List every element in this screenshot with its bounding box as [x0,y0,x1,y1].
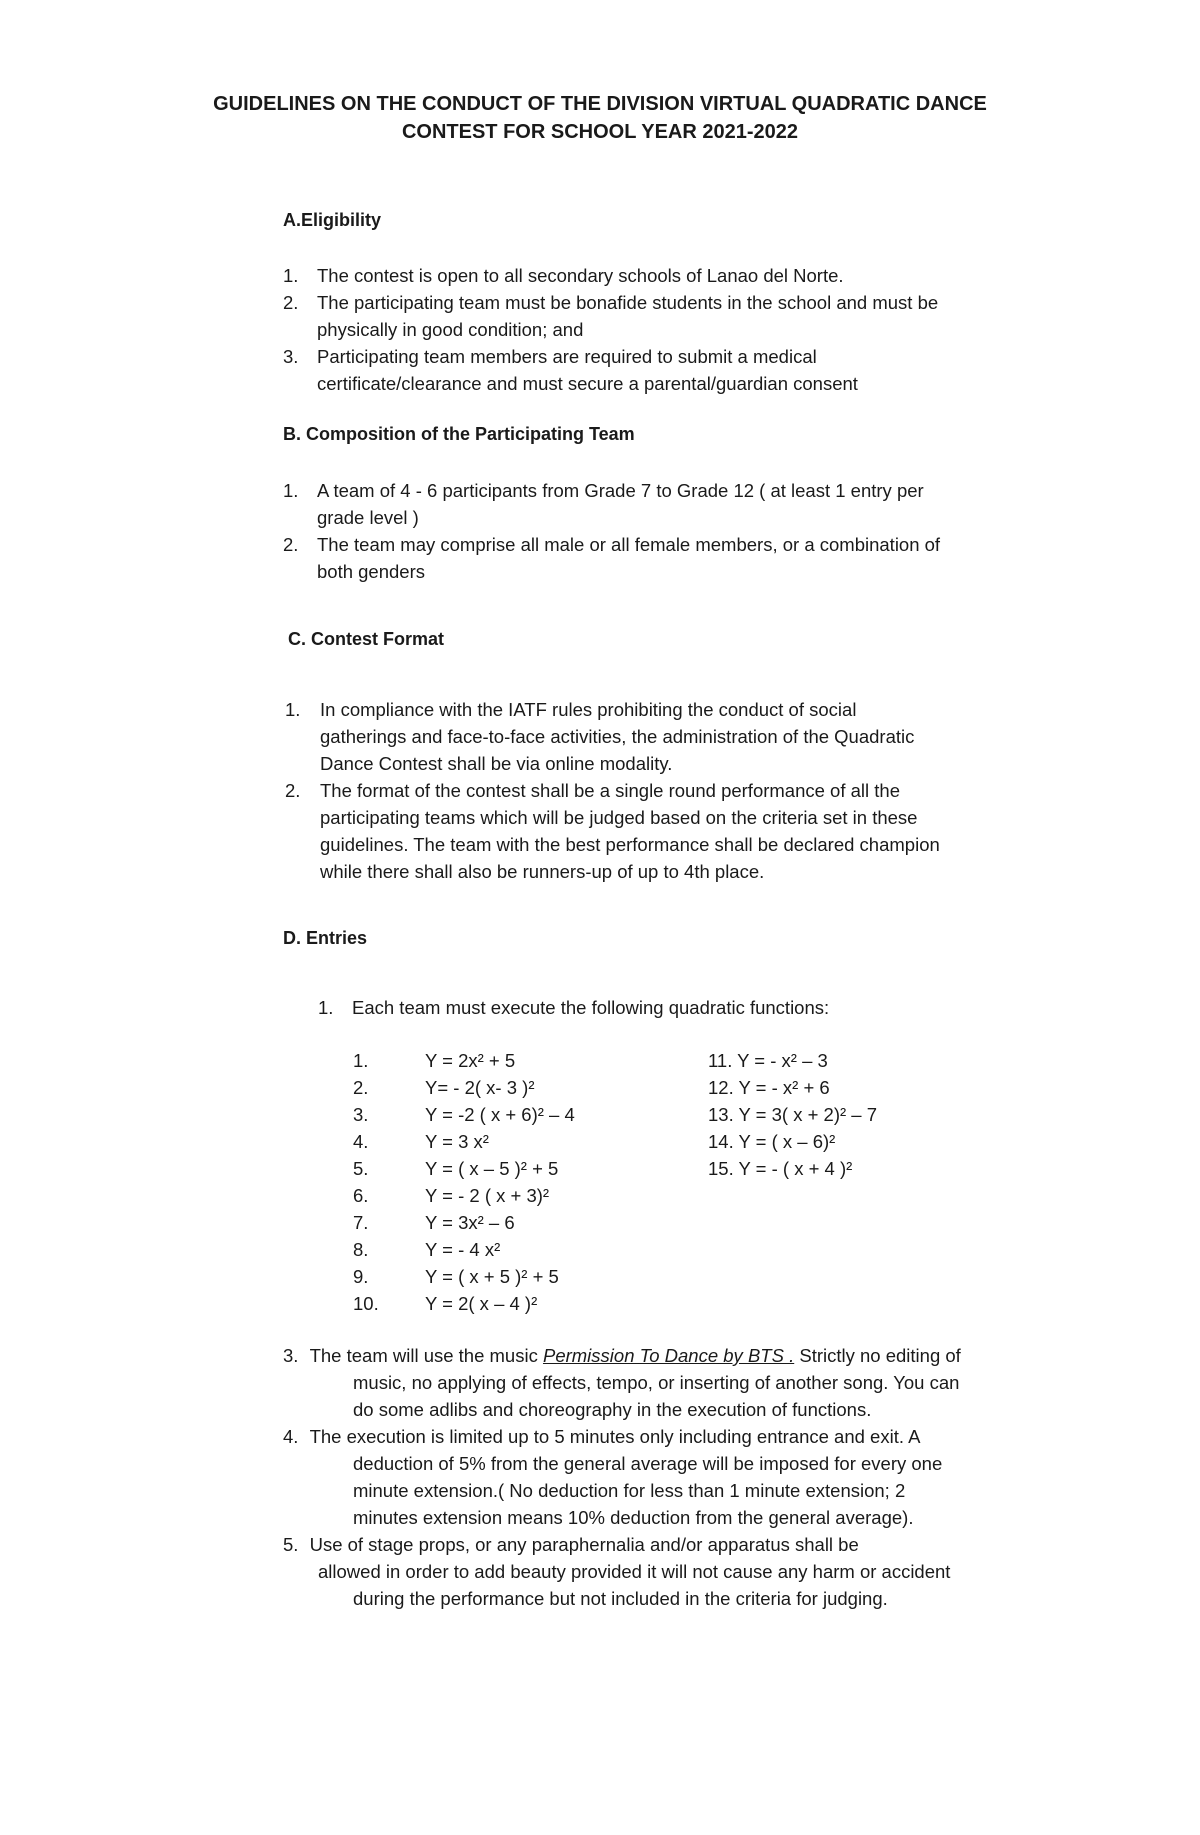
item-text: minutes extension means 10% deduction from the general average). [353,1507,914,1528]
item-text: guidelines. The team with the best performance shall be declared champion [320,834,940,855]
item-text: The contest is open to all secondary schools of Lanao del Norte. [317,265,844,286]
item-text: Dance Contest shall be via online modality. [320,753,673,774]
item-number: 3. [283,346,299,367]
section-b-heading: B. Composition of the Participating Team [283,424,635,444]
item-text: A team of 4 - 6 participants from Grade 7 to Grade 12 ( at least 1 entry per [317,480,924,501]
function-14: 14. Y = ( x – 6)² [708,1131,836,1152]
item-text: deduction of 5% from the general average will be imposed for every one [353,1453,943,1474]
item-text: while there shall also be runners-up of up to 4th place. [320,861,765,882]
item-text: Strictly no editing of [794,1345,961,1366]
item-text: The team will use the music [309,1345,543,1366]
item-text: allowed in order to add beauty provided it will not cause any harm or accident [318,1561,951,1582]
section-d-item-5 [283,1531,859,1558]
item-text: participating teams which will be judged based on the criteria set in these [320,807,918,828]
item-text: music, no applying of effects, tempo, or inserting of another song. You can [353,1372,960,1393]
item-number: 1. [283,265,299,286]
item-text: The execution is limited up to 5 minutes only including entrance and exit. A [309,1426,921,1447]
item-text: Each team must execute the following quadratic functions: [352,997,830,1018]
item-number: 1. [318,997,334,1018]
title-line-1: GUIDELINES ON THE CONDUCT OF THE DIVISION VIRTUAL QUADRATIC DANCE [213,93,987,115]
function-11: 11. Y = - x² – 3 [708,1050,828,1071]
item-text: minute extension.( No deduction for less than 1 minute extension; 2 [353,1480,906,1501]
section-d-item-4 [283,1423,920,1450]
item-number: 3. [283,1345,299,1366]
item-number: 2. [283,534,299,555]
item-number: 1. [285,699,301,720]
item-text: both genders [317,561,426,582]
item-text: Use of stage props, or any paraphernalia and/or apparatus shall be [309,1534,859,1555]
section-a-heading: A.Eligibility [283,210,382,230]
item-text: grade level ) [317,507,419,528]
item-number: 2. [283,292,299,313]
item-text: Participating team members are required to submit a medical [317,346,817,367]
item-number: 2. [285,780,301,801]
section-c-heading: C. Contest Format [288,629,445,649]
function-12: 12. Y = - x² + 6 [708,1077,830,1098]
item-text: The participating team must be bonafide students in the school and must be [317,292,939,313]
item-text: The team may comprise all male or all female members, or a combination of [317,534,941,555]
function-15: 15. Y = - ( x + 4 )² [708,1158,853,1179]
music-title: Permission To Dance by BTS . [542,1345,795,1366]
item-text: physically in good condition; and [317,319,584,340]
section-d-heading: D. Entries [283,928,368,948]
section-d-item-3 [283,1342,961,1369]
item-number: 5. [283,1534,299,1555]
item-text: The format of the contest shall be a single round performance of all the [320,780,900,801]
item-text: gatherings and face-to-face activities, the administration of the Quadratic [320,726,915,747]
item-number: 1. [283,480,299,501]
title-line-2: CONTEST FOR SCHOOL YEAR 2021-2022 [401,121,799,143]
document-page: GUIDELINES ON THE CONDUCT OF THE DIVISION VIRTUAL QUADRATIC DANCE CONTEST FOR SCHOOL YEAR 2021-2022 A.Eligibility 1. The contest is open to all secondary schools of Lanao del Norte. 2. The participating team must be bonafide students in the school and must be physically in good condition; and 3. Participating team members are required to submit a medical certificate/clearance and must secure a parental/guardian consent B. Composition of the Participating Team 1. A team of 4 - 6 participants from Grade 7 to Grade 12 ( at least 1 entry per grade level ) 2. The team may comprise all male or all female members, or a combination of both genders C. Contest Format 1. In compliance with the IATF rules prohibiting the conduct of social gatherings and face-to-face activities, the administration of the Quadratic Dance Contest shall be via online modality. 2. The format of the contest shall be a single round performance of all the participating teams which will be judged based on the criteria set in these guidelines. The team with the best performance shall be declared champion while there shall also be runners-up of up to 4th place. D. Entries 1. Each team must execute the following quadratic functions: 1. Y = 2x² + 5 2. Y= - 2( x- 3 )² 3. Y = -2 ( x + 6)² – 4 4. Y = 3 x² 5. Y = ( x – 5 )² + 5 6. Y = - 2 ( x + 3)² 7. Y = 3x² – 6 8. Y = - 4 x² 9. Y = ( x + 5 )² + 5 10. Y = 2( x – 4 )² 11. Y = - x² – 3 12. Y = - x² + 6 13. Y = 3( x + 2)² – 7 14. Y = ( x – 6)² 15. Y = - ( x + 4 )² 3. The team will use the music Permission To Dance by BTS . Strictly no editing of music, no applying of effects, tempo, or inserting of another song. You can do some adlibs and choreography in the execution of functions. 4. The execution is limited up to 5 minutes only including entrance and exit. A deduction of 5% from the general average will be imposed for every one minute extension.( No deduction for less than 1 minute extension; 2 minutes extension means 10% deduction from the general average). 5. Use of stage props, or any paraphernalia and/or apparatus shall be allowed in order to add beauty provided it will not cause any harm or accident during the performance but not included in the criteria for judging. [0,0,1200,1835]
function-13: 13. Y = 3( x + 2)² – 7 [708,1104,878,1125]
document-title [100,90,1100,146]
item-number: 4. [283,1426,299,1447]
item-text: In compliance with the IATF rules prohibiting the conduct of social [320,699,857,720]
item-text: certificate/clearance and must secure a parental/guardian consent [317,373,858,394]
item-text: do some adlibs and choreography in the execution of functions. [353,1399,872,1420]
item-text: during the performance but not included in the criteria for judging. [353,1588,888,1609]
